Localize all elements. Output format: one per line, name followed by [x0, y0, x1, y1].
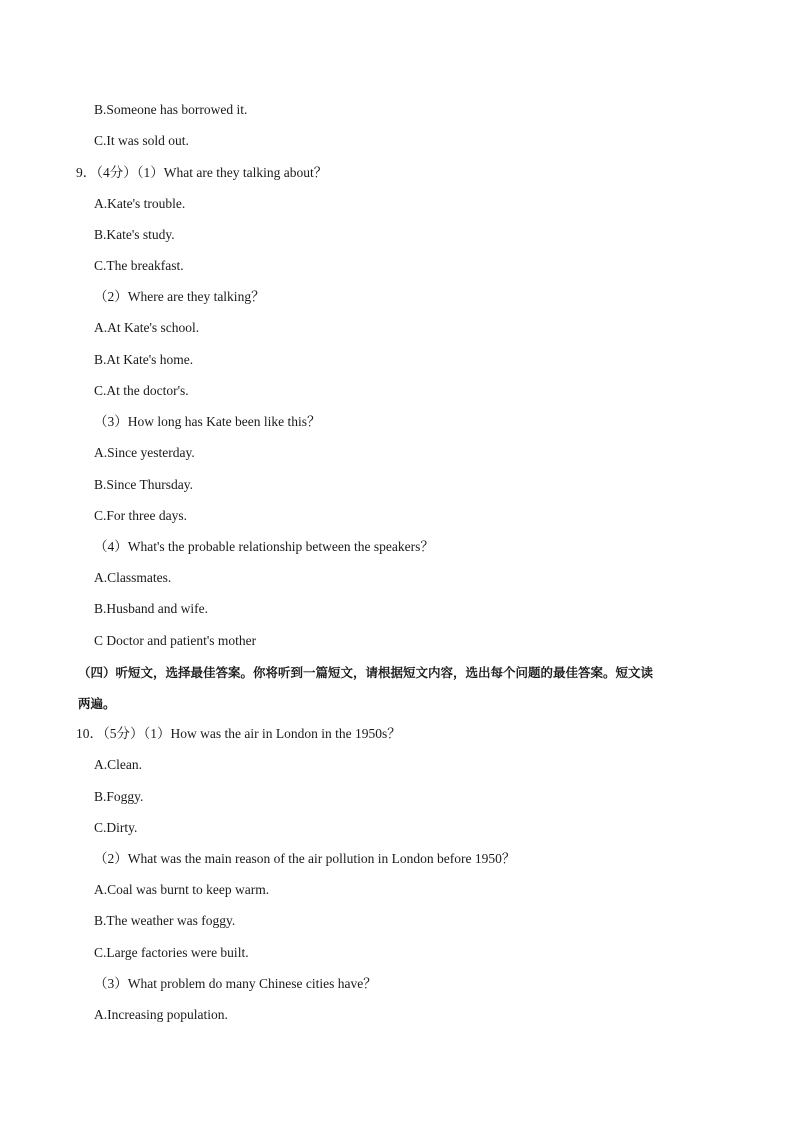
q10-3-question: （3）What problem do many Chinese cities have？ — [94, 976, 377, 991]
q10-1-option-c: C.Dirty. — [94, 820, 138, 835]
q9-4-option-b: B.Husband and wife. — [94, 601, 208, 616]
q10-2-option-b: B.The weather was foggy. — [94, 913, 236, 928]
q9-1-option-b: B.Kate's study. — [94, 227, 175, 242]
q10-2-option-a: A.Coal was burnt to keep warm. — [94, 882, 270, 897]
q9-4-option-a: A.Classmates. — [94, 570, 172, 585]
q8-option-b: B.Someone has borrowed it. — [94, 102, 248, 117]
q9-3-option-a: A.Since yesterday. — [94, 445, 195, 460]
q9-3-option-b: B.Since Thursday. — [94, 477, 193, 492]
q10-3-option-a: A.Increasing population. — [94, 1007, 228, 1022]
q10-2-question: （2）What was the main reason of the air pollution in London before 1950？ — [94, 851, 516, 866]
q9-2-option-b: B.At Kate's home. — [94, 352, 194, 367]
section-4-instruction: （四）听短文，选择最佳答案。你将听到一篇短文，请根据短文内容，选出每个问题的最佳答案。短文读 — [78, 665, 654, 680]
q10-1-option-b: B.Foggy. — [94, 789, 144, 804]
q9-2-option-a: A.At Kate's school. — [94, 320, 200, 335]
q8-option-c: C.It was sold out. — [94, 133, 189, 148]
q10-1-option-a: A.Clean. — [94, 757, 142, 772]
q9-header: 9．（4分）（1）What are they talking about？ — [76, 165, 328, 180]
q9-1-option-c: C.The breakfast. — [94, 258, 184, 273]
q9-1-option-a: A.Kate's trouble. — [94, 196, 186, 211]
q9-2-question: （2）Where are they talking？ — [94, 289, 265, 304]
q10-2-option-c: C.Large factories were built. — [94, 945, 249, 960]
section-4-instruction-cont: 两遍。 — [78, 696, 116, 711]
q9-4-question: （4）What's the probable relationship between the speakers？ — [94, 539, 434, 554]
q9-3-option-c: C.For three days. — [94, 508, 187, 523]
q9-3-question: （3）How long has Kate been like this？ — [94, 414, 321, 429]
q9-2-option-c: C.At the doctor's. — [94, 383, 189, 398]
q10-header: 10．（5分）（1）How was the air in London in the 1950s？ — [76, 726, 401, 741]
q9-4-option-c: C Doctor and patient's mother — [94, 633, 257, 648]
